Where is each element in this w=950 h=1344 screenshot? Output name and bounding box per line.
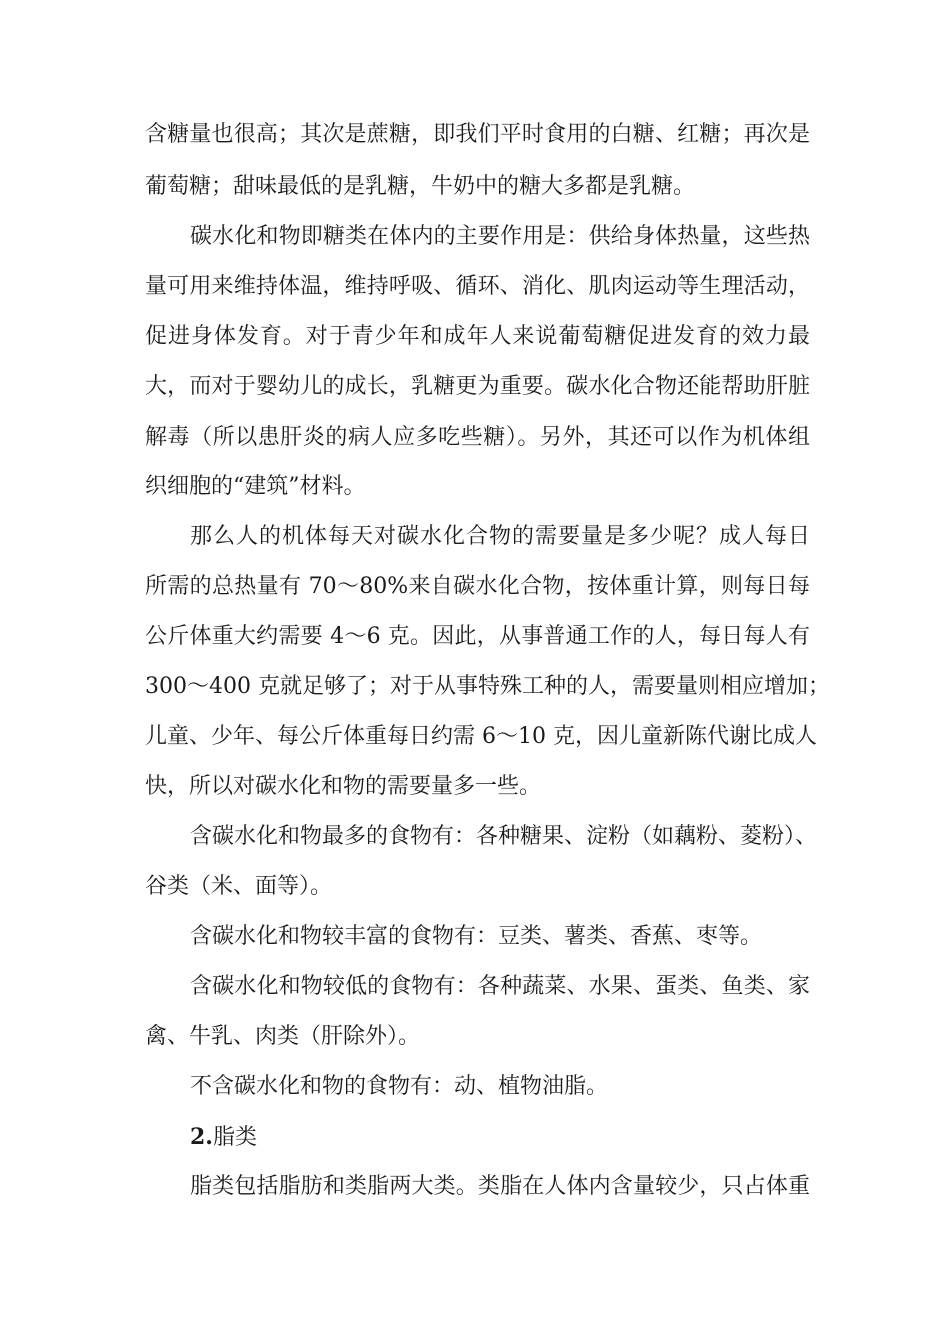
text-line: 促进身体发育。对于青少年和成年人来说葡萄糖促进发育的效力最 (145, 324, 810, 349)
section-number: 2. (190, 1124, 213, 1150)
text-line: 那么人的机体每天对碳水化合物的需要量是多少呢？成人每日 (190, 524, 810, 549)
text-line: 公斤体重大约需要 4～6 克。因此，从事普通工作的人，每日每人有 (145, 624, 810, 649)
section-title: 脂类 (212, 1125, 257, 1150)
text-line: 量可用来维持体温，维持呼吸、循环、消化、肌肉运动等生理活动， (145, 274, 810, 299)
text-line: 含碳水化和物最多的食物有：各种糖果、淀粉（如藕粉、菱粉）、 (190, 824, 818, 849)
text-line: 所需的总热量有 70～80%来自碳水化合物，按体重计算，则每日每 (145, 574, 810, 599)
text-line: 含糖量也很高；其次是蔗糖，即我们平时食用的白糖、红糖；再次是 (145, 122, 810, 147)
section-heading (190, 1122, 810, 1153)
text-line: 脂类包括脂肪和类脂两大类。类脂在人体内含量较少，只占体重 (190, 1174, 810, 1199)
text-line: 含碳水化和物较低的食物有：各种蔬菜、水果、蛋类、鱼类、家 (190, 974, 810, 999)
text-line: 碳水化和物即糖类在体内的主要作用是：供给身体热量，这些热 (190, 224, 810, 249)
text-line: 禽、牛乳、肉类（肝除外）。 (145, 1024, 421, 1049)
text-line: 儿童、少年、每公斤体重每日约需 6～10 克，因儿童新陈代谢比成人 (145, 724, 817, 749)
text-line: 300～400 克就足够了；对于从事特殊工种的人，需要量则相应增加； (145, 674, 830, 699)
text-line: 快，所以对碳水化和物的需要量多一些。 (145, 774, 542, 799)
text-line: 大，而对于婴幼儿的成长，乳糖更为重要。碳水化合物还能帮助肝脏 (145, 374, 810, 399)
text-line: 葡萄糖；甜味最低的是乳糖，牛奶中的糖大多都是乳糖。 (145, 174, 696, 199)
text-line: 解毒（所以患肝炎的病人应多吃些糖）。另外，其还可以作为机体组 (145, 425, 810, 450)
text-line: 谷类（米、面等）。 (145, 874, 333, 899)
text-line: 不含碳水化和物的食物有：动、植物油脂。 (190, 1074, 609, 1099)
text-line: 织细胞的“建筑”材料。 (145, 474, 366, 499)
text-line: 含碳水化和物较丰富的食物有：豆类、薯类、香蕉、枣等。 (190, 924, 763, 949)
